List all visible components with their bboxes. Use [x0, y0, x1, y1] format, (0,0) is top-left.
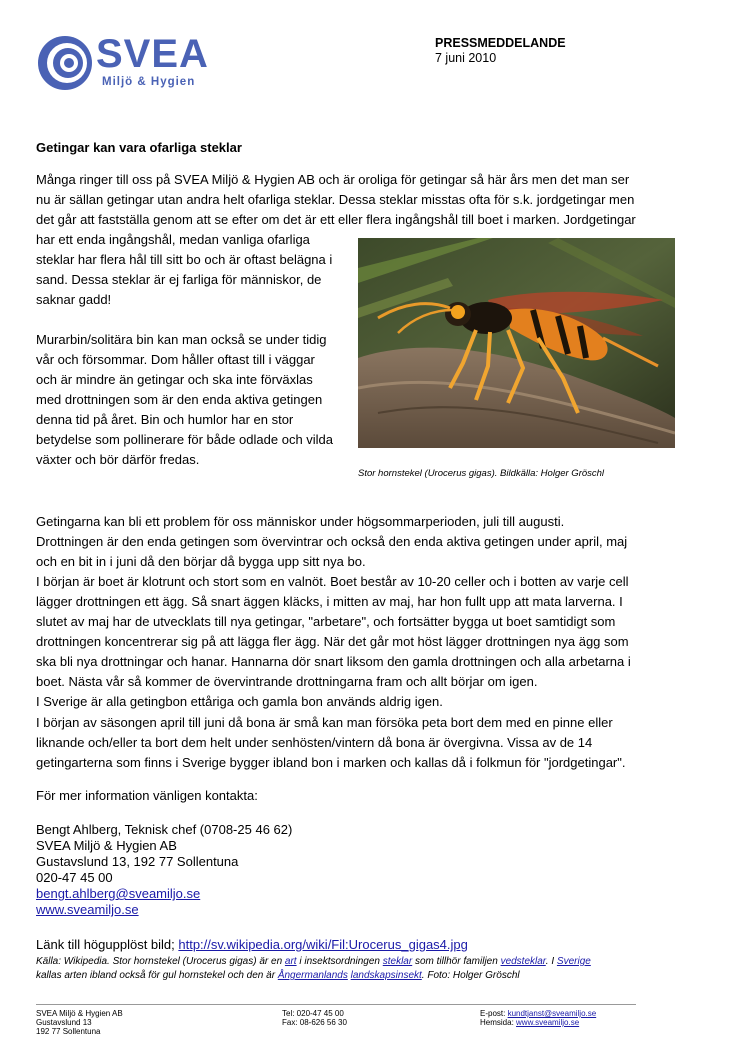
footer-email-label: E-post:	[480, 1009, 508, 1018]
footer-web-label: Hemsida:	[480, 1018, 517, 1027]
source-line-2	[36, 969, 716, 983]
text-line: ska bli nya drottningar och hanar. Hannarna dör snart liksom den gamla drottningen och alla arbetarna i	[36, 654, 631, 669]
intro-paragraph	[36, 170, 716, 230]
source-link-art[interactable]: art	[284, 956, 297, 967]
logo-spiral-icon	[36, 34, 94, 92]
source-text: Källa: Wikipedia. Stor hornstekel (Urocerus gigas) är en	[36, 956, 285, 967]
hires-line	[36, 937, 468, 953]
contact-web-line	[36, 902, 536, 918]
contact-email-line	[36, 886, 536, 902]
source-text: . I	[545, 956, 557, 967]
text-line: denna tid på året. Bin och humlor har en stor	[36, 412, 294, 427]
hornet-photo	[358, 238, 675, 448]
text-line: I början är boet är klotrunt och stort som en valnöt. Boet består av 10-20 celler och i botten av varje cell	[36, 574, 629, 589]
text-line: boet. Nästa vår så kommer de övervintrande drottningarna fram och allt börjar om igen.	[36, 674, 538, 689]
footer-email-line	[480, 1009, 596, 1018]
hires-link[interactable]: http://sv.wikipedia.org/wiki/Fil:Urocerus_gigas4.jpg	[178, 937, 468, 952]
text-line: och en bit in i juni då den börjar då bygga upp sitt nya bo.	[36, 554, 366, 569]
text-line: drottningen koncentrerar sig på att lägga fler ägg. När det går mot höst lägger drottningen nya ägg som	[36, 634, 629, 649]
hires-label: Länk till högupplöst bild;	[36, 937, 179, 952]
text-line: och är mindre än getingar och ska inte förväxlas	[36, 372, 313, 387]
text-line: Murarbin/solitära bin kan man också se under tidig	[36, 332, 327, 347]
text-line: har ett enda ingångshål, medan vanliga ofarliga	[36, 232, 310, 247]
contact-email-link[interactable]: bengt.ahlberg@sveamiljo.se	[36, 886, 201, 901]
intro-line: Många ringer till oss på SVEA Miljö & Hygien AB och är oroliga för getingar så här års men det man ser	[36, 172, 630, 187]
body-paragraph-1	[36, 512, 716, 712]
body-paragraph-2	[36, 713, 716, 773]
footer-email-link[interactable]: kundtjanst@sveamiljo.se	[507, 1009, 597, 1018]
footer-city: 192 77 Sollentuna	[36, 1027, 101, 1036]
footer-web-line	[480, 1018, 596, 1027]
footer-company: SVEA Miljö & Hygien AB	[36, 1009, 123, 1018]
company-logo	[36, 34, 226, 94]
source-link-sverige[interactable]: Sverige	[556, 956, 591, 967]
source-link-angermanlands[interactable]: Ångermanlands	[277, 970, 348, 981]
text-line: I Sverige är alla getingbon ettåriga och gamla bon används aldrig igen.	[36, 694, 443, 709]
text-line: växter och bör därför fredas.	[36, 452, 200, 467]
contact-phone: 020-47 45 00	[36, 870, 113, 885]
source-text: som tillhör familjen	[412, 956, 501, 967]
source-link-landskapsinsekt[interactable]: landskapsinsekt	[350, 970, 422, 981]
source-line-1	[36, 955, 716, 969]
text-line: betydelse som pollinerare för både odlade och vilda	[36, 432, 334, 447]
text-line: getingarterna som finns i Sverige bygger ibland bon i marken och kallas då i folkmun för "jordgetingar".	[36, 755, 626, 770]
source-text: . Foto: Holger Gröschl	[421, 970, 520, 981]
footer-divider	[36, 1004, 636, 1005]
logo-subtitle: Miljö & Hygien	[102, 76, 196, 88]
doc-date: 7 juni 2010	[435, 51, 497, 65]
contact-web-link[interactable]: www.sveamiljo.se	[36, 902, 139, 917]
doc-type: PRESSMEDDELANDE	[435, 36, 566, 50]
source-link-vedsteklar[interactable]: vedsteklar	[500, 956, 546, 967]
footer-street: Gustavslund 13	[36, 1018, 92, 1027]
text-line: saknar gadd!	[36, 292, 112, 307]
source-text: i insektsordningen	[296, 956, 383, 967]
contact-section	[36, 788, 536, 918]
left-column	[36, 230, 354, 470]
text-line: Getingarna kan bli ett problem för oss människor under högsommarperioden, juli till augusti.	[36, 514, 565, 529]
contact-address: Gustavslund 13, 192 77 Sollentuna	[36, 854, 239, 869]
source-link-steklar[interactable]: steklar	[382, 956, 413, 967]
logo-name: SVEA	[96, 32, 209, 76]
source-text: kallas arten ibland också för gul hornstekel och den är	[36, 970, 278, 981]
intro-line: nu är sällan getingar utan andra helt ofarliga steklar. Dessa steklar misstas ofta för s.k. jordgetingar men	[36, 192, 635, 207]
contact-intro: För mer information vänligen kontakta:	[36, 788, 258, 803]
footer-address	[36, 1009, 123, 1036]
text-line: liknande och/eller ta bort dem helt under senhösten/vintern då bona är övergivna. Vissa av de 14	[36, 735, 593, 750]
footer-tel: Tel: 020-47 45 00	[282, 1009, 344, 1018]
text-line: steklar har flera hål till sitt bo och är oftast belägna i	[36, 252, 333, 267]
footer-phone	[282, 1009, 347, 1027]
text-line: vår och försommar. Dom håller oftast till i väggar	[36, 352, 315, 367]
press-header	[435, 36, 566, 66]
text-line: lägger drottningen ett ägg. Så snart äggen kläcks, i mitten av maj, har hon fullt upp att mata larverna. I	[36, 594, 623, 609]
text-line: I början av säsongen april till juni då bona är små kan man försöka peta bort dem med en pinne eller	[36, 715, 613, 730]
contact-name: Bengt Ahlberg, Teknisk chef (0708-25 46 62)	[36, 822, 293, 837]
photo-caption: Stor hornstekel (Urocerus gigas). Bildkälla: Holger Gröschl	[358, 468, 605, 479]
text-line: med drottningen som är den enda aktiva getingen	[36, 392, 323, 407]
footer-web-link[interactable]: www.sveamiljo.se	[516, 1018, 580, 1027]
text-line: sand. Dessa steklar är ej farliga för människor, de	[36, 272, 322, 287]
text-line: Drottningen är den enda getingen som övervintrar och också den enda aktiva getingen under april, maj	[36, 534, 628, 549]
contact-company: SVEA Miljö & Hygien AB	[36, 838, 177, 853]
source-note	[36, 955, 716, 983]
footer-fax: Fax: 08-626 56 30	[282, 1018, 347, 1027]
article-title: Getingar kan vara ofarliga steklar	[36, 140, 242, 155]
footer-online	[480, 1009, 596, 1027]
text-line: slutet av maj har de utvecklats till nya getingar, "arbetare", och fortsätter bygga ut boet samtidigt som	[36, 614, 616, 629]
intro-line: det går att fastställa genom att se efter om det är ett eller flera ingångshål till boet i marken. Jordgetingar	[36, 212, 636, 227]
